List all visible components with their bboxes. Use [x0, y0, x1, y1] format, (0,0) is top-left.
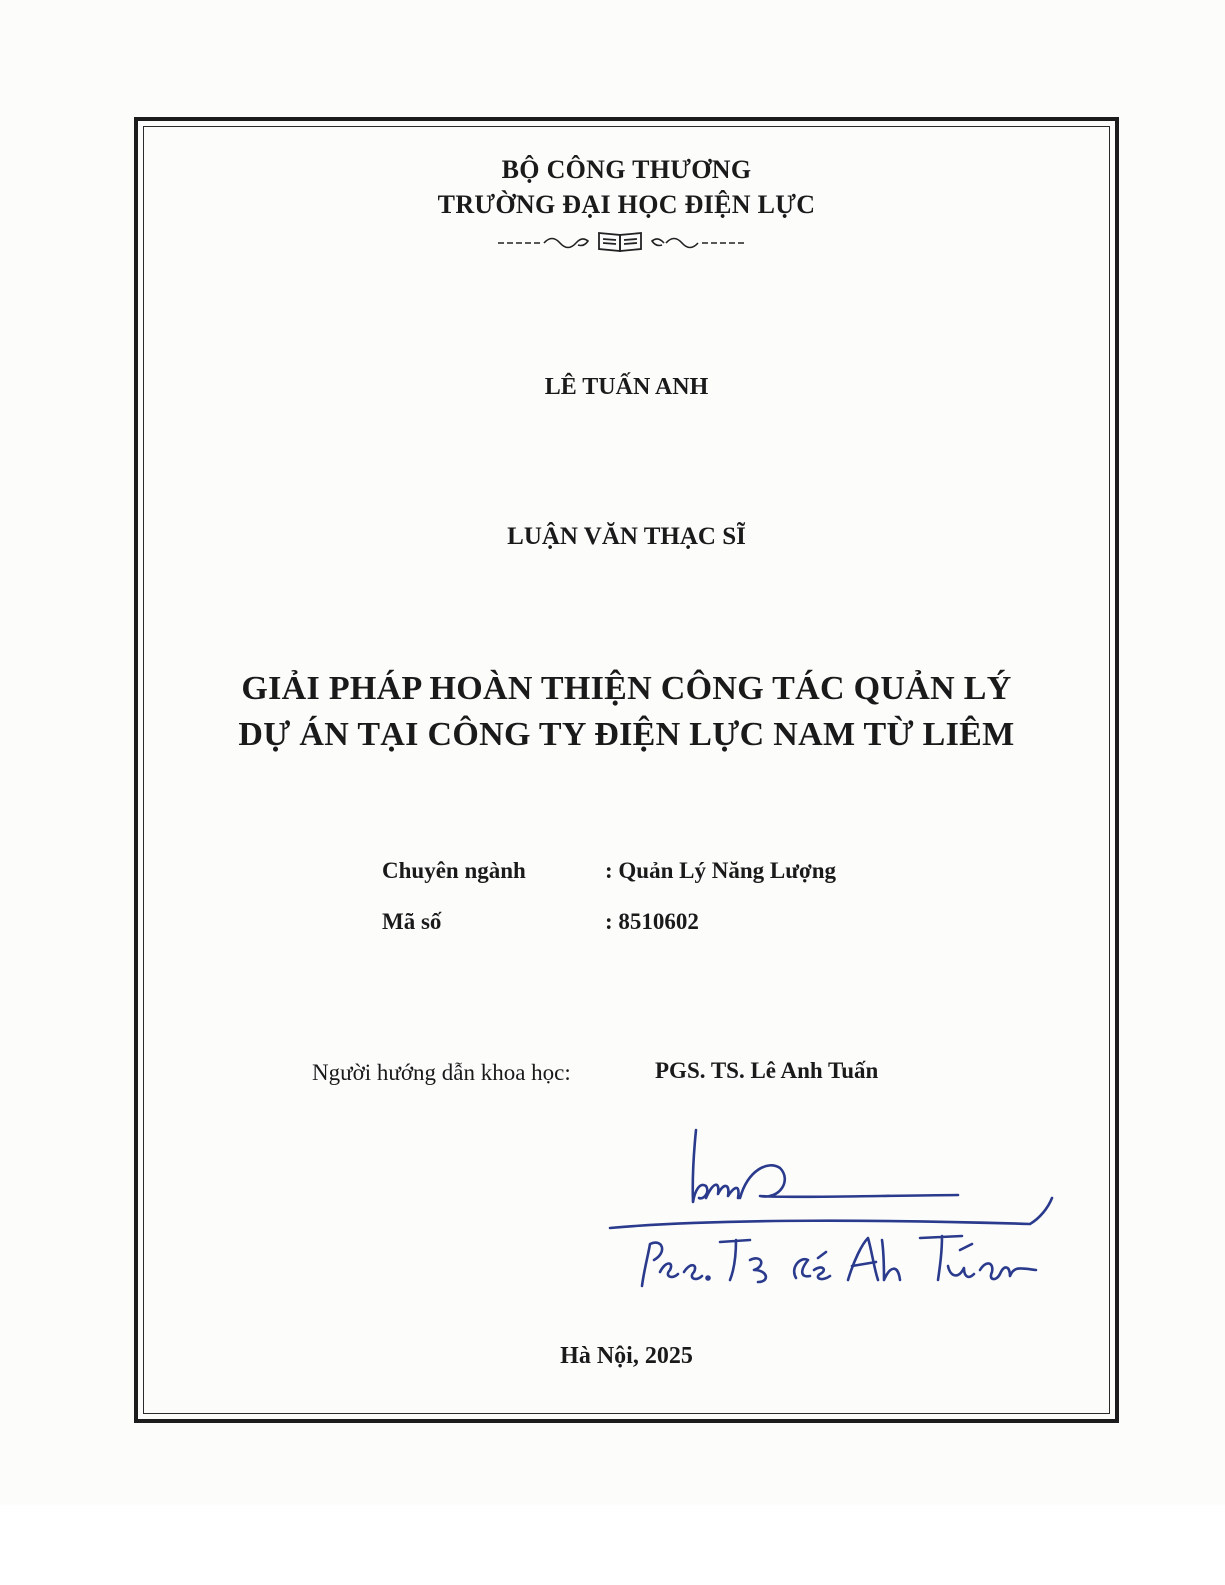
thesis-title-line-2: DỰ ÁN TẠI CÔNG TY ĐIỆN LỰC NAM TỪ LIÊM — [238, 716, 1015, 753]
advisor-signature — [600, 1120, 1060, 1290]
book-divider-icon — [496, 229, 746, 253]
thesis-title-line-1: GIẢI PHÁP HOÀN THIỆN CÔNG TÁC QUẢN LÝ — [241, 670, 1012, 707]
ministry-name: BỘ CÔNG THƯƠNG — [501, 155, 752, 184]
code-label: Mã số — [382, 909, 442, 934]
degree-type: LUẬN VĂN THẠC SĨ — [507, 523, 746, 550]
major-value: : Quản Lý Năng Lượng — [605, 858, 837, 883]
place-and-date: Hà Nội, 2025 — [560, 1343, 693, 1369]
author-name: LÊ TUẤN ANH — [544, 374, 709, 400]
code-value: : 8510602 — [605, 909, 699, 934]
major-label: Chuyên ngành — [382, 858, 526, 883]
page-bottom-margin — [0, 1505, 1225, 1585]
advisor-name: PGS. TS. Lê Anh Tuấn — [655, 1058, 879, 1083]
advisor-label: Người hướng dẫn khoa học: — [312, 1060, 571, 1085]
university-name: TRƯỜNG ĐẠI HỌC ĐIỆN LỰC — [437, 190, 816, 219]
